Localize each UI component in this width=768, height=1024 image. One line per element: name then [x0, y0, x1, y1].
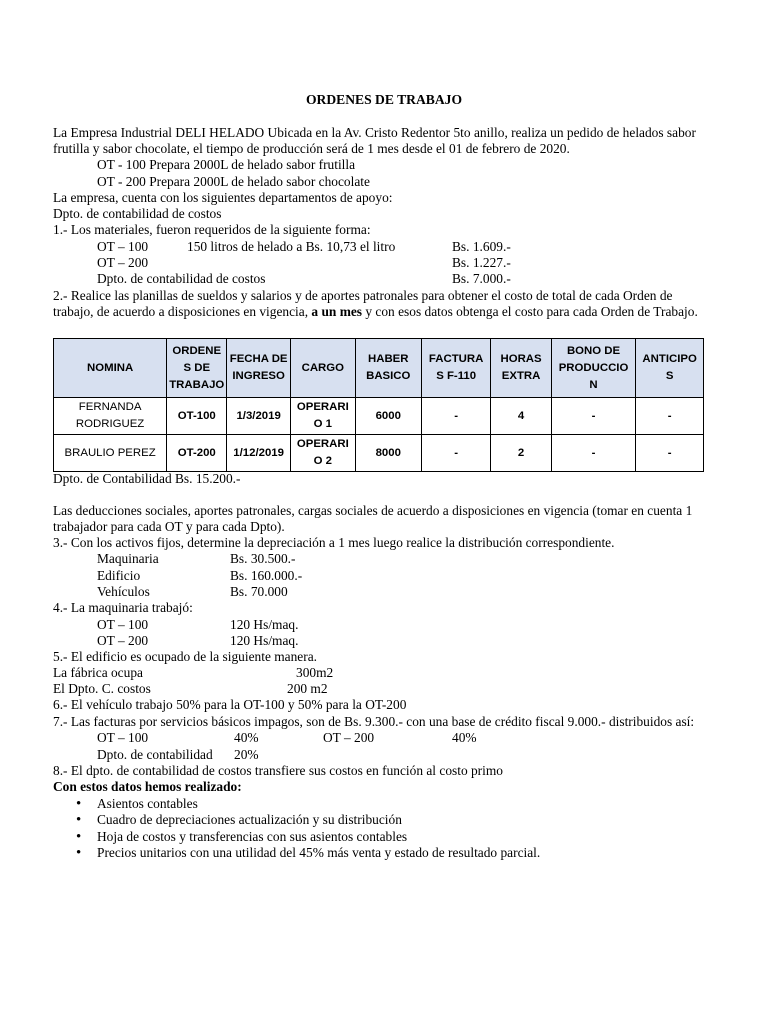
payroll-table: [53, 338, 704, 472]
fixed-asset-amount: Bs. 70.000: [230, 584, 288, 599]
cost-transfer-text: 8.- El dpto. de contabilidad de costos transfiere sus costos en función al costo primo: [53, 763, 503, 778]
table-cell: FERNANDA RODRIGUEZ: [54, 398, 167, 435]
machinery-row-value: 120 Hs/maq.: [230, 633, 299, 648]
column-header: NOMINA: [54, 339, 167, 398]
list-item: • Hoja de costos y transferencias con sus asientos contables: [53, 829, 540, 845]
fixed-asset-label: Maquinaria: [97, 551, 159, 566]
page-title: ORDENES DE TRABAJO: [305, 92, 463, 107]
accounting-dept-cost: Dpto. de Contabilidad Bs. 15.200.-: [53, 471, 241, 486]
payroll-instruction-line-2: trabajo, de acuerdo a disposiciones en vigencia, a un mes y con esos datos obtenga el costo para cada Orden de Trabajo.: [53, 304, 698, 319]
column-header: FECHA DE INGRESO: [227, 339, 291, 398]
table-row: [54, 435, 704, 472]
table-cell: 2: [491, 435, 551, 472]
column-header: ANTICIPO S: [636, 339, 704, 398]
support-departments-text: La empresa, cuenta con los siguientes departamentos de apoyo:: [53, 190, 393, 205]
payroll-instruction-line-1: 2.- Realice las planillas de sueldos y salarios y de aportes patronales para obtener el costo de total de cada Orden de: [53, 288, 673, 303]
column-header: BONO DE PRODUCCIO N: [551, 339, 636, 398]
invoice-ot100-percent: 40%: [234, 730, 259, 745]
invoice-dpto-label: Dpto. de contabilidad: [97, 747, 213, 762]
list-item: • Cuadro de depreciaciones actualización y su distribución: [53, 812, 540, 828]
table-cell: -: [421, 435, 491, 472]
fixed-asset-amount: Bs. 160.000.-: [230, 568, 303, 583]
materials-row-amount: Bs. 7.000.-: [452, 271, 511, 286]
fixed-asset-amount: Bs. 30.500.-: [230, 551, 296, 566]
materials-row-label: OT – 200: [97, 255, 149, 270]
table-cell: OPERARI O 2: [291, 435, 356, 472]
table-cell: OT-100: [167, 398, 227, 435]
materials-heading: 1.- Los materiales, fueron requeridos de la siguiente forma:: [53, 222, 371, 237]
table-cell: -: [636, 435, 704, 472]
table-cell: -: [551, 435, 636, 472]
invoice-dpto-percent: 20%: [234, 747, 259, 762]
materials-row-label: OT – 100: [97, 239, 149, 254]
list-item: • Precios unitarios con una utilidad del 45% más venta y estado de resultado parcial.: [53, 845, 540, 861]
deductions-line-2: trabajador para cada OT y para cada Dpto).: [53, 519, 285, 534]
table-cell: -: [551, 398, 636, 435]
completed-heading: Con estos datos hemos realizado:: [53, 779, 242, 794]
table-cell: 6000: [355, 398, 421, 435]
vehicle-usage-text: 6.- El vehículo trabajo 50% para la OT-100 y 50% para la OT-200: [53, 697, 407, 712]
column-header: FACTURA S F-110: [421, 339, 491, 398]
materials-row-amount: Bs. 1.227.-: [452, 255, 511, 270]
table-cell: OPERARI O 1: [291, 398, 356, 435]
column-header: CARGO: [291, 339, 356, 398]
building-heading: 5.- El edificio es ocupado de la siguiente manera.: [53, 649, 317, 664]
ot100-description: OT - 100 Prepara 2000L de helado sabor frutilla: [97, 157, 356, 172]
column-header: HORAS EXTRA: [491, 339, 551, 398]
column-header: ORDENE S DE TRABAJO: [167, 339, 227, 398]
table-cell: -: [421, 398, 491, 435]
intro-line-1: La Empresa Industrial DELI HELADO Ubicada en la Av. Cristo Redentor 5to anillo, realiza un pedido de helados sabor: [53, 125, 696, 140]
table-cell: BRAULIO PEREZ: [54, 435, 167, 472]
building-row-label: El Dpto. C. costos: [53, 681, 151, 696]
machinery-row-value: 120 Hs/maq.: [230, 617, 299, 632]
machinery-heading: 4.- La maquinaria trabajó:: [53, 600, 193, 615]
list-item: • Asientos contables: [53, 796, 540, 812]
invoice-ot200-label: OT – 200: [323, 730, 375, 745]
machinery-row-label: OT – 100: [97, 617, 149, 632]
table-cell: 8000: [355, 435, 421, 472]
fixed-assets-heading: 3.- Con los activos fijos, determine la depreciación a 1 mes luego realice la distribución correspondiente.: [53, 535, 615, 550]
table-cell: 1/3/2019: [227, 398, 291, 435]
invoice-ot200-percent: 40%: [452, 730, 477, 745]
ot200-description: OT - 200 Prepara 2000L de helado sabor chocolate: [97, 174, 370, 189]
table-header-row: [54, 339, 704, 398]
fixed-asset-label: Vehículos: [97, 584, 150, 599]
fixed-asset-label: Edificio: [97, 568, 141, 583]
support-department-name: Dpto. de contabilidad de costos: [53, 206, 222, 221]
invoice-ot100-label: OT – 100: [97, 730, 149, 745]
payroll-period-emphasis: a un mes: [311, 304, 363, 319]
table-cell: -: [636, 398, 704, 435]
table-cell: 1/12/2019: [227, 435, 291, 472]
table-cell: 4: [491, 398, 551, 435]
building-row-value: 300m2: [296, 665, 334, 680]
column-header: HABER BASICO: [355, 339, 421, 398]
deductions-line-1: Las deducciones sociales, aportes patronales, cargas sociales de acuerdo a disposiciones en vigencia (tomar en cuenta 1: [53, 503, 693, 518]
building-row-value: 200 m2: [287, 681, 328, 696]
materials-row-label: Dpto. de contabilidad de costos: [97, 271, 266, 286]
building-row-label: La fábrica ocupa: [53, 665, 143, 680]
table-cell: OT-200: [167, 435, 227, 472]
intro-line-2: frutilla y sabor chocolate, el tiempo de producción será de 1 mes desde el 01 de febrero de 2020.: [53, 141, 570, 156]
materials-row-detail: 150 litros de helado a Bs. 10,73 el litro: [187, 239, 396, 254]
machinery-row-label: OT – 200: [97, 633, 149, 648]
invoices-heading: 7.- Las facturas por servicios básicos impagos, son de Bs. 9.300.- con una base de crédito fiscal 9.000.- distribuidos así:: [53, 714, 695, 729]
materials-row-amount: Bs. 1.609.-: [452, 239, 511, 254]
table-row: [54, 398, 704, 435]
completed-list: [53, 796, 540, 862]
